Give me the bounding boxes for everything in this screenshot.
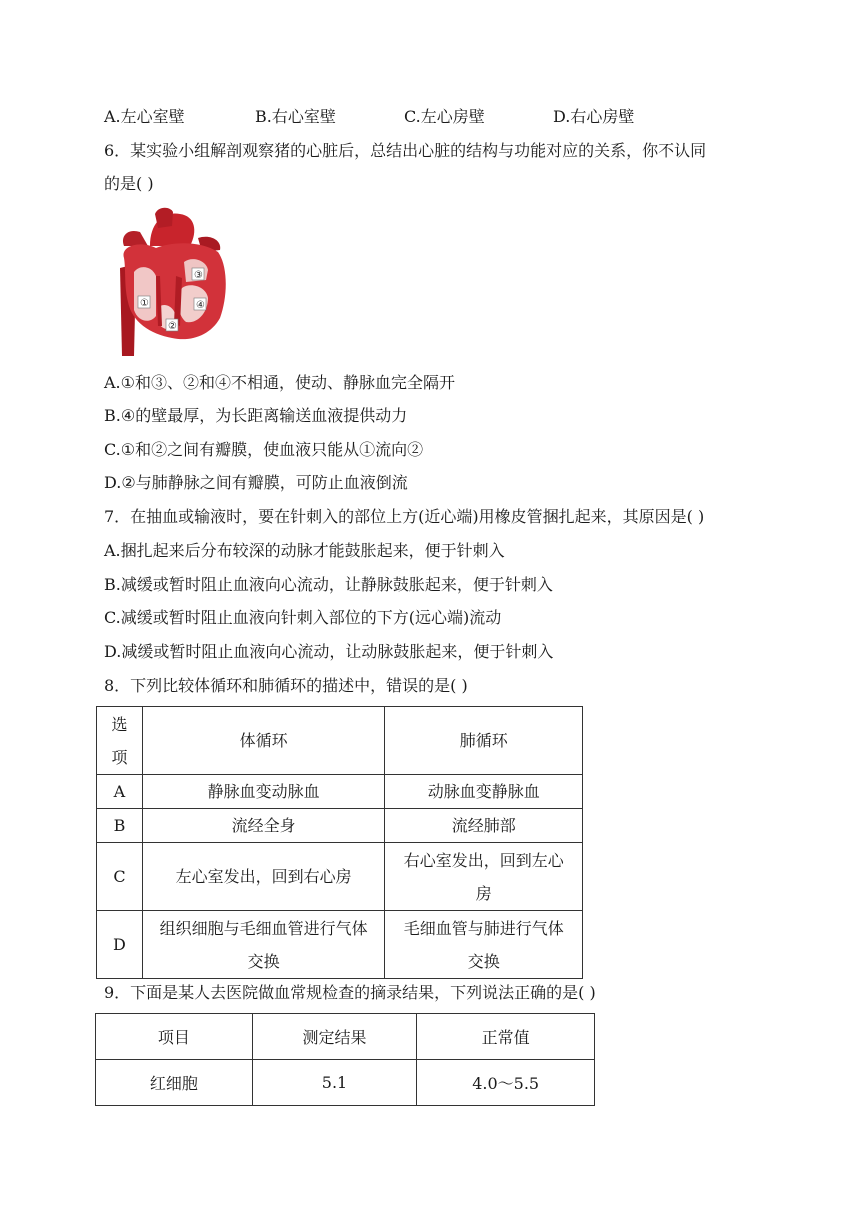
heart-label-3: ③ xyxy=(194,270,203,281)
q6-stem-line1: 6．某实验小组解剖观察猪的心脏后，总结出心脏的结构与功能对应的关系，你不认同 xyxy=(104,141,707,160)
q6-option-a: A.①和③、②和④不相通，使动、静脉血完全隔开 xyxy=(104,373,455,392)
q5-option-d: D.右心房壁 xyxy=(553,107,635,126)
q6-stem-line2: 的是( ) xyxy=(104,174,154,193)
heart-label-1: ① xyxy=(140,298,149,309)
table-header-row xyxy=(97,707,583,775)
table-row: A 静脉血变动脉血 动脉血变静脉血 xyxy=(97,775,583,809)
q9-table xyxy=(95,1013,595,1106)
q7-option-b: B.减缓或暂时阻止血液向心流动，让静脉鼓胀起来，便于针刺入 xyxy=(104,575,553,594)
q7-option-d: D.减缓或暂时阻止血液向心流动，让动脉鼓胀起来，便于针刺入 xyxy=(104,642,554,661)
heart-diagram xyxy=(110,206,232,356)
header-option-cell: 选 项 xyxy=(97,707,143,775)
q7-option-a: A.捆扎起来后分布较深的动脉才能鼓胀起来，便于针刺入 xyxy=(104,541,505,560)
table-row: 红细胞 5.1 4.0～5.5 xyxy=(96,1060,595,1106)
q9-stem: 9．下面是某人去医院做血常规检查的摘录结果，下列说法正确的是( ) xyxy=(104,983,596,1002)
table-row: C 左心室发出，回到右心房 右心室发出，回到左心 房 xyxy=(97,843,583,911)
q7-option-c: C.减缓或暂时阻止血液向针刺入部位的下方(远心端)流动 xyxy=(104,608,502,627)
q6-option-c: C.①和②之间有瓣膜，使血液只能从①流向② xyxy=(104,440,424,459)
q8-table xyxy=(96,706,583,979)
table-row: D 组织细胞与毛细血管进行气体 交换 毛细血管与肺进行气体 交换 xyxy=(97,911,583,979)
table-header-row: 项目 测定结果 正常值 xyxy=(96,1014,595,1060)
q7-stem: 7．在抽血或输液时，要在针刺入的部位上方(近心端)用橡皮管捆扎起来，其原因是( ) xyxy=(104,507,705,526)
q5-option-a: A.左心室壁 xyxy=(104,107,185,126)
header-systemic-cell: 体循环 xyxy=(142,707,384,775)
q5-option-b: B.右心室壁 xyxy=(255,107,336,126)
q6-option-d: D.②与肺静脉之间有瓣膜，可防止血液倒流 xyxy=(104,473,408,492)
header-pulmonary-cell: 肺循环 xyxy=(385,707,583,775)
q5-options xyxy=(104,107,804,127)
heart-label-4: ④ xyxy=(196,300,205,311)
table-row: B 流经全身 流经肺部 xyxy=(97,809,583,843)
heart-label-2: ② xyxy=(168,321,177,332)
q8-stem: 8．下列比较体循环和肺循环的描述中，错误的是( ) xyxy=(104,676,468,695)
q5-option-c: C.左心房壁 xyxy=(404,107,485,126)
q6-option-b: B.④的壁最厚，为长距离输送血液提供动力 xyxy=(104,406,408,425)
